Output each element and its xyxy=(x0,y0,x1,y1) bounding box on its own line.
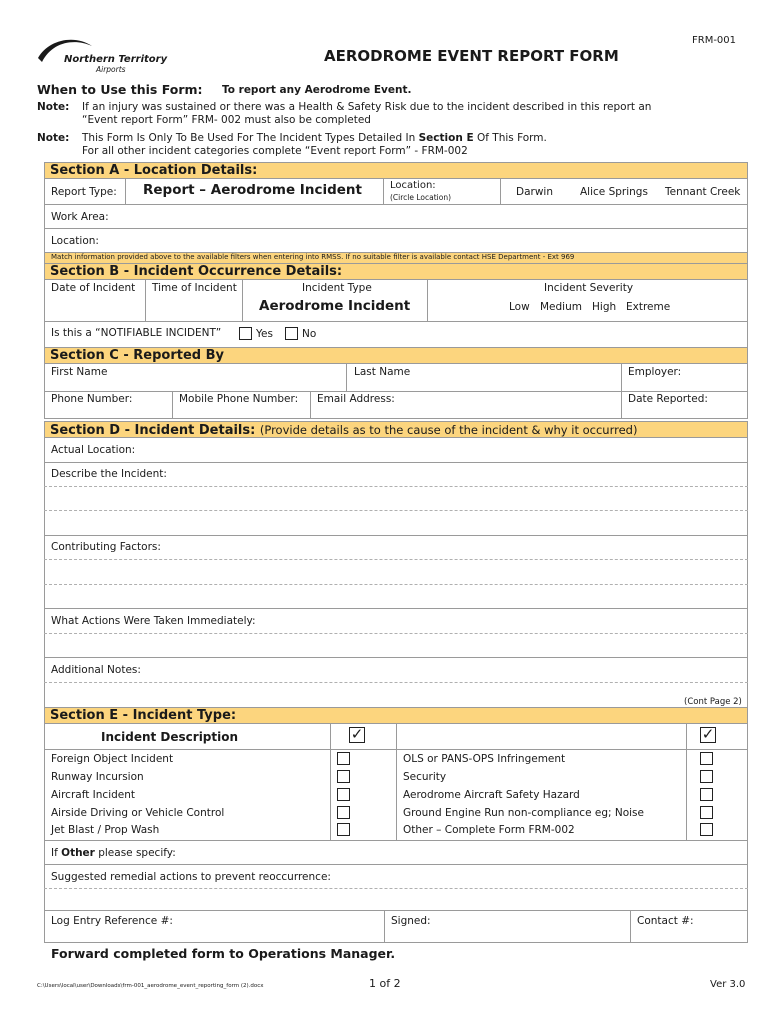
actual-location-label: Actual Location: xyxy=(51,444,136,456)
date-label: Date of Incident xyxy=(51,282,136,294)
severity-low[interactable]: Low xyxy=(509,301,530,313)
incident-checkbox[interactable] xyxy=(700,806,713,819)
incident-item: Airside Driving or Vehicle Control xyxy=(51,807,225,819)
location-alice-springs[interactable]: Alice Springs xyxy=(580,186,648,198)
incident-checkbox[interactable] xyxy=(337,823,350,836)
work-area-label: Work Area: xyxy=(51,211,109,223)
note2-line2: For all other incident categories complete “Event report Form” - FRM-002 xyxy=(82,145,468,157)
note2-line1: This Form Is Only To Be Used For The Incident Types Detailed In Section E Of This Form. xyxy=(82,132,547,144)
incident-item: Ground Engine Run non-compliance eg; Noise xyxy=(403,807,644,819)
section-b-header: Section B - Incident Occurrence Details: xyxy=(44,263,748,280)
page-title: AERODROME EVENT REPORT FORM xyxy=(324,47,619,65)
incident-item: Runway Incursion xyxy=(51,771,144,783)
forward-instruction: Forward completed form to Operations Manager. xyxy=(51,946,396,961)
incident-item: Aircraft Incident xyxy=(51,789,136,801)
location-label: Location: xyxy=(390,180,436,191)
section-c-header: Section C - Reported By xyxy=(44,347,748,364)
location-darwin[interactable]: Darwin xyxy=(516,186,553,198)
check-header-right-icon: ✓ xyxy=(701,725,715,743)
logo xyxy=(34,36,174,76)
contributing-label: Contributing Factors: xyxy=(51,541,161,553)
incident-checkbox[interactable] xyxy=(337,752,350,765)
incident-item: Foreign Object Incident xyxy=(51,753,174,765)
note1-label: Note: xyxy=(37,101,70,113)
logo-line2: Airports xyxy=(96,65,126,74)
date-reported-label: Date Reported: xyxy=(628,393,708,405)
notes-label: Additional Notes: xyxy=(51,664,141,676)
note2-label: Note: xyxy=(37,132,70,144)
incident-checkbox[interactable] xyxy=(700,752,713,765)
phone-label: Phone Number: xyxy=(51,393,133,405)
contact-label: Contact #: xyxy=(637,915,694,927)
last-name-label: Last Name xyxy=(354,366,411,378)
employer-label: Employer: xyxy=(628,366,682,378)
incident-checkbox[interactable] xyxy=(337,770,350,783)
actions-label: What Actions Were Taken Immediately: xyxy=(51,615,256,627)
severity-label: Incident Severity xyxy=(544,282,634,294)
incident-item: Security xyxy=(403,771,447,783)
yes-label: Yes xyxy=(256,328,273,340)
location-hint: (Circle Location) xyxy=(390,193,452,202)
logo-line1: Northern Territory xyxy=(64,54,168,65)
incident-checkbox[interactable] xyxy=(700,788,713,801)
no-label: No xyxy=(302,328,317,340)
type-label: Incident Type xyxy=(302,282,372,294)
log-entry-label: Log Entry Reference #: xyxy=(51,915,173,927)
file-path: C:\Users\local\user\Downloads\frm-001_aerodrome_event_reporting_form (2).docx xyxy=(37,983,264,989)
mobile-label: Mobile Phone Number: xyxy=(179,393,299,405)
type-value: Aerodrome Incident xyxy=(259,298,411,314)
notifiable-no-checkbox[interactable] xyxy=(285,327,298,340)
incident-checkbox[interactable] xyxy=(700,823,713,836)
page-number: 1 of 2 xyxy=(369,977,401,990)
signed-label: Signed: xyxy=(391,915,431,927)
incident-item: OLS or PANS-OPS Infringement xyxy=(403,753,566,765)
severity-medium[interactable]: Medium xyxy=(540,301,582,313)
first-name-label: First Name xyxy=(51,366,108,378)
report-type-value[interactable]: Report – Aerodrome Incident xyxy=(143,182,362,198)
location-field-label: Location: xyxy=(51,235,99,247)
severity-high[interactable]: High xyxy=(592,301,617,313)
location-tennant-creek[interactable]: Tennant Creek xyxy=(665,186,741,198)
when-label: When to Use this Form: xyxy=(37,82,203,97)
incident-item: Jet Blast / Prop Wash xyxy=(51,824,160,836)
incident-item: Other – Complete Form FRM-002 xyxy=(403,824,575,836)
incident-description-header: Incident Description xyxy=(101,730,239,744)
incident-checkbox[interactable] xyxy=(700,770,713,783)
other-specify-label: If Other please specify: xyxy=(51,847,176,859)
time-label: Time of Incident xyxy=(152,282,237,294)
version: Ver 3.0 xyxy=(710,979,746,990)
incident-item: Aerodrome Aircraft Safety Hazard xyxy=(403,789,580,801)
notifiable-yes-checkbox[interactable] xyxy=(239,327,252,340)
report-type-label: Report Type: xyxy=(51,186,117,198)
describe-label: Describe the Incident: xyxy=(51,468,167,480)
section-a-header: Section A - Location Details: xyxy=(44,162,748,179)
note1-line1: If an injury was sustained or there was a Health & Safety Risk due to the incident described in this report an xyxy=(82,101,652,113)
note1-line2: “Event report Form” FRM- 002 must also be completed xyxy=(82,114,371,126)
severity-extreme[interactable]: Extreme xyxy=(626,301,671,313)
form-code: FRM-001 xyxy=(692,35,737,46)
remedial-label: Suggested remedial actions to prevent reoccurrence: xyxy=(51,871,331,883)
notifiable-label: Is this a “NOTIFIABLE INCIDENT” xyxy=(51,327,222,339)
check-header-left-icon: ✓ xyxy=(350,725,364,743)
incident-checkbox[interactable] xyxy=(337,788,350,801)
section-e-header: Section E - Incident Type: xyxy=(44,707,748,724)
cont-page-label: (Cont Page 2) xyxy=(684,697,742,707)
when-text: To report any Aerodrome Event. xyxy=(222,84,412,96)
section-d-header: Section D - Incident Details: (Provide details as to the cause of the incident & why it occurred) xyxy=(44,421,748,438)
incident-checkbox[interactable] xyxy=(337,806,350,819)
email-label: Email Address: xyxy=(317,393,395,405)
match-note-text: Match information provided above to the available filters when entering into RMSS. If no suitable filter is available contact HSE Department - Ext 969 xyxy=(51,253,575,261)
